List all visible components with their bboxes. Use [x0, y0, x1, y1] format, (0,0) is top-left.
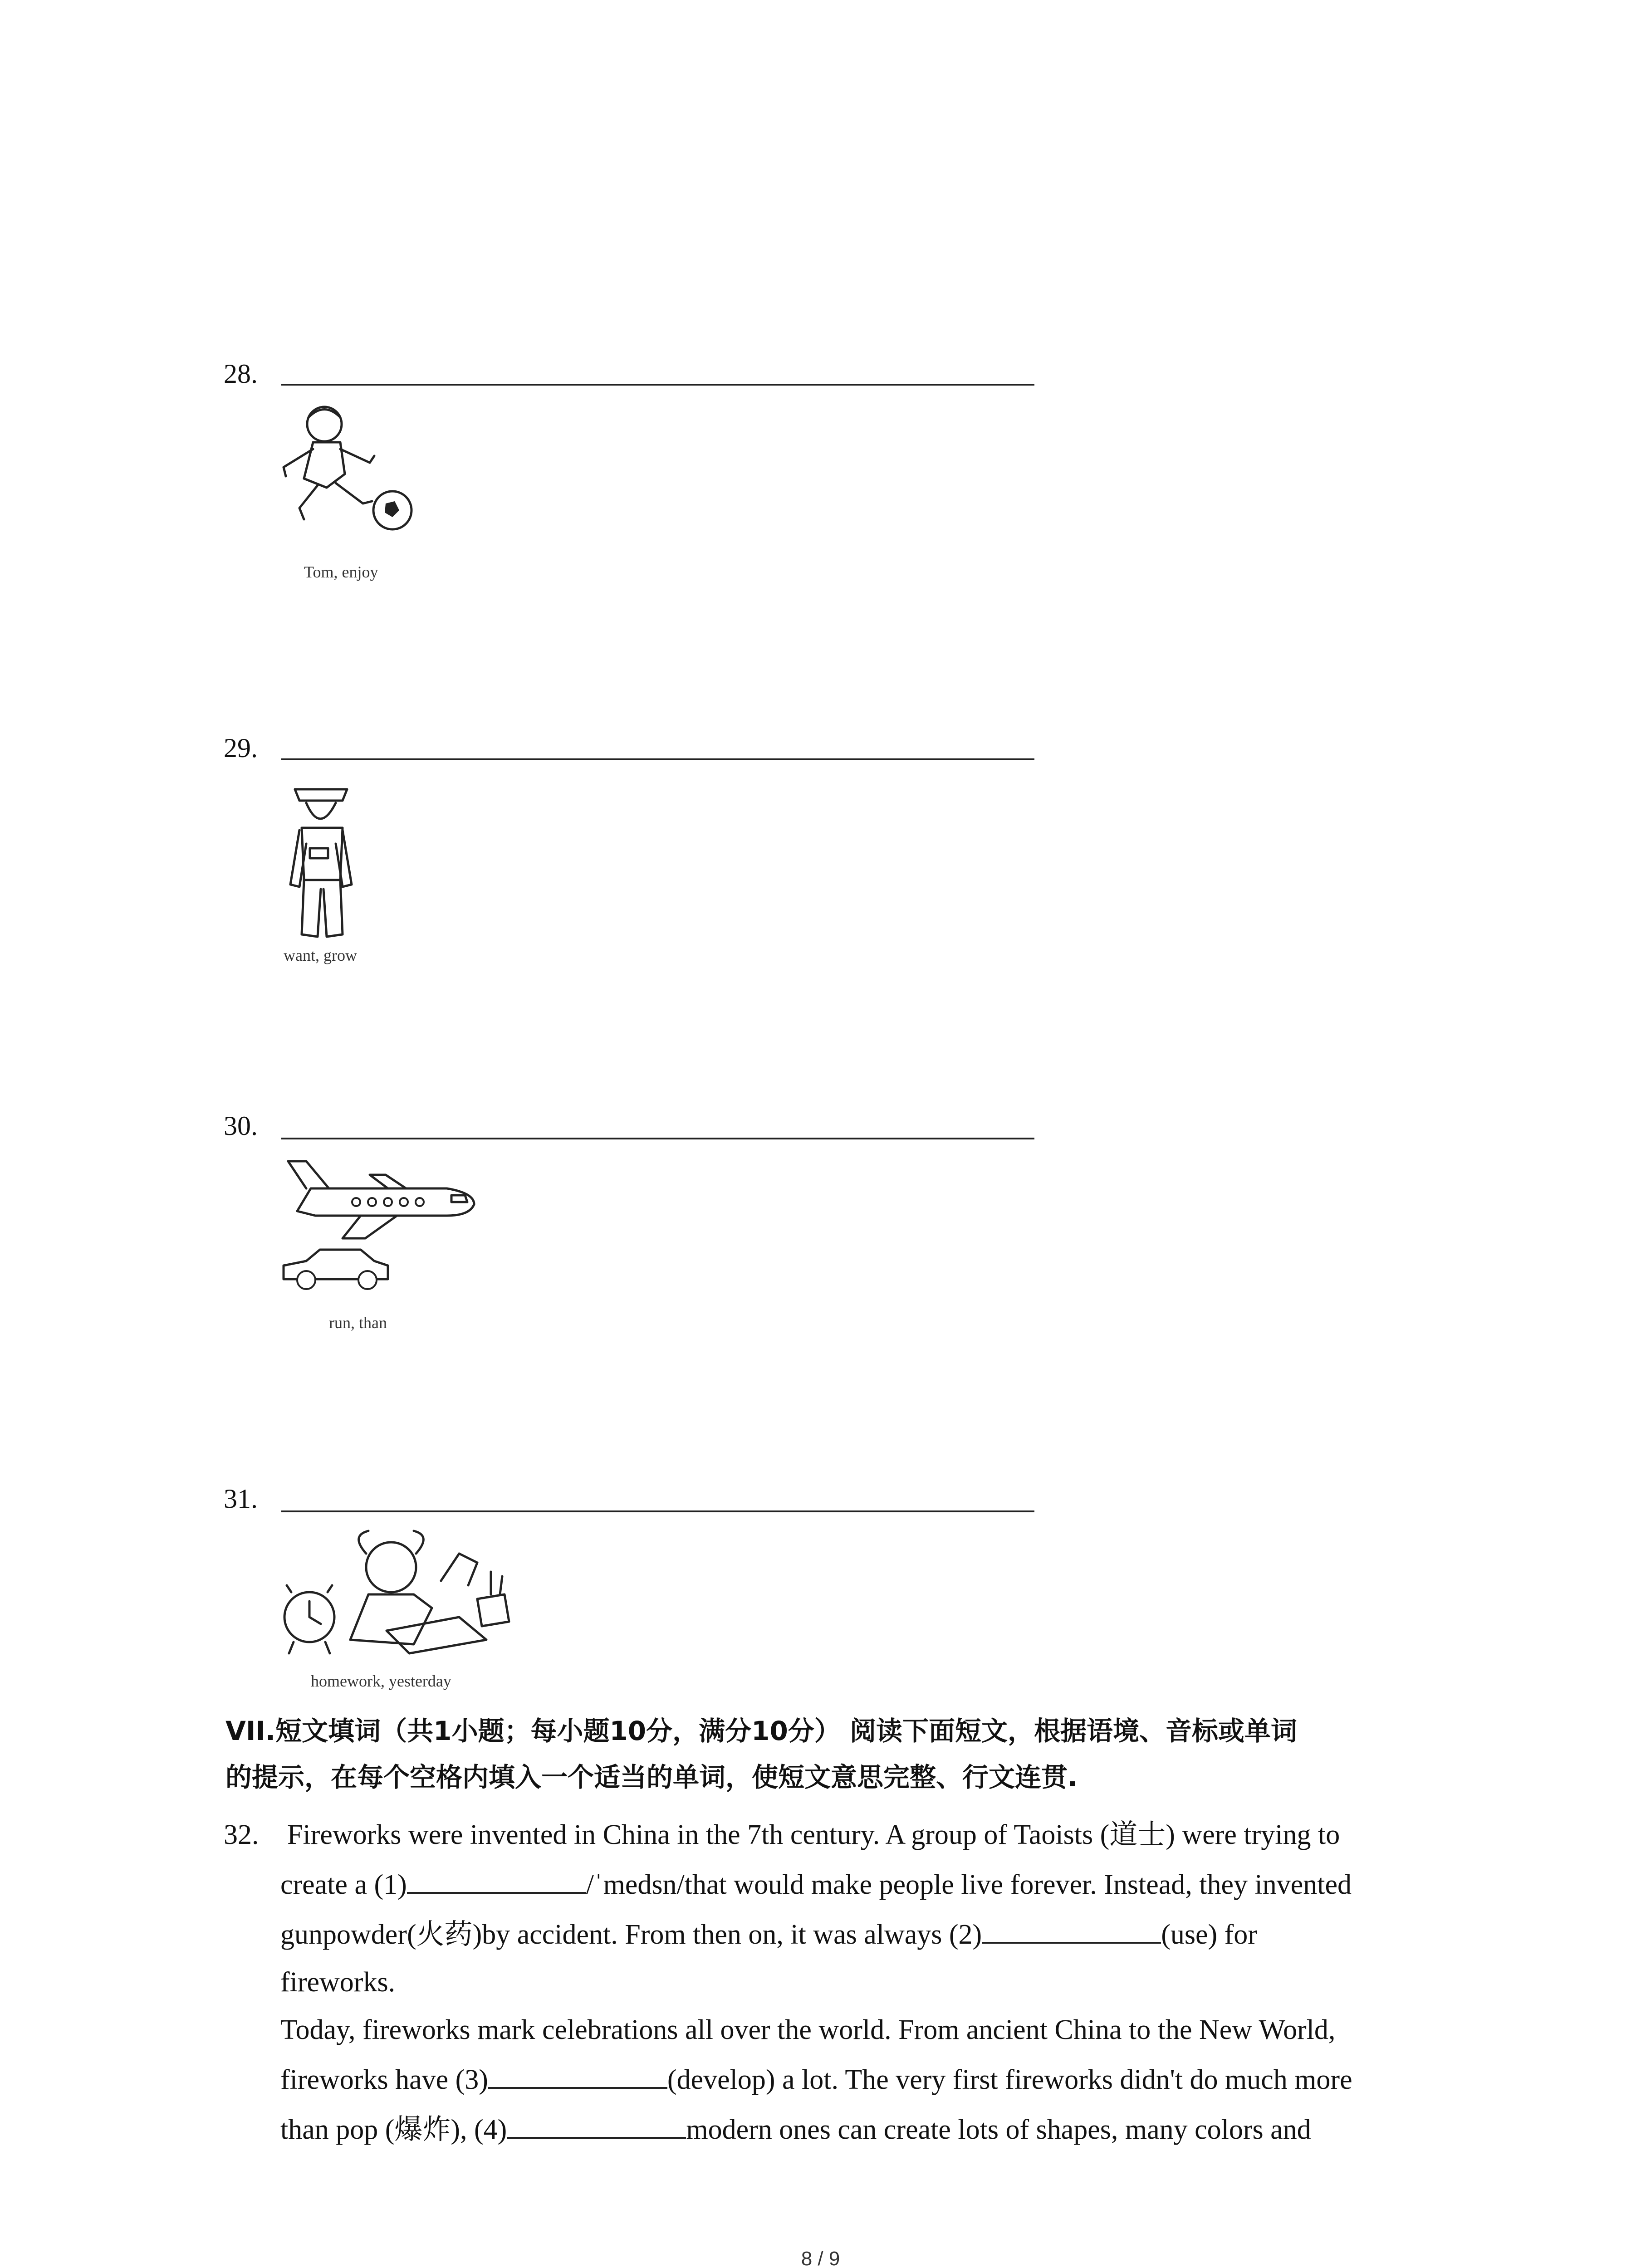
- blank-1[interactable]: [407, 1865, 586, 1894]
- answer-line[interactable]: [281, 1138, 1034, 1139]
- passage-line: [280, 1910, 1257, 1960]
- blank-3[interactable]: [488, 2060, 667, 2089]
- answer-line[interactable]: [281, 1510, 1034, 1512]
- passage-line: Today, fireworks mark celebrations all over the world. From ancient China to the New World,: [280, 2014, 1336, 2045]
- passage-text: (use) for: [1161, 1919, 1257, 1950]
- passage-text: fireworks have (3): [280, 2064, 488, 2095]
- section-heading-line1: VII.短文填词（共1小题；每小题10分，满分10分） 阅读下面短文，根据语境、音标或单词: [225, 1716, 1298, 1746]
- question-number: 31.: [224, 1484, 258, 1514]
- section-heading: [225, 1708, 1487, 1800]
- passage-line: [280, 1860, 1352, 1910]
- policeman-picture: [279, 776, 365, 943]
- boy-kicking-football-picture: [272, 399, 417, 549]
- passage-line: fireworks.: [280, 1967, 396, 1998]
- passage-text: create a (1): [280, 1869, 407, 1900]
- answer-line[interactable]: [281, 384, 1034, 386]
- passage-text: (develop) a lot. The very first fireworks didn't do much more: [667, 2064, 1352, 2095]
- passage-text: than pop (爆炸), (4): [280, 2114, 507, 2145]
- airplane-and-car-picture: [279, 1157, 488, 1293]
- passage-text: modern ones can create lots of shapes, many colors and: [686, 2114, 1311, 2145]
- blank-4[interactable]: [507, 2110, 686, 2139]
- passage-text: gunpowder(火药)by accident. From then on, it was always (2): [280, 1919, 982, 1950]
- passage-line: Fireworks were invented in China in the 7th century. A group of Taoists (道士) were trying to: [287, 1819, 1340, 1850]
- hint-text: Tom, enjoy: [304, 563, 378, 581]
- girl-doing-homework-picture: [278, 1526, 532, 1672]
- page-number: 8 / 9: [801, 2248, 840, 2268]
- passage-line: [280, 2105, 1311, 2155]
- passage-line: [280, 2055, 1352, 2105]
- question-number: 29.: [224, 733, 258, 763]
- hint-text: want, grow: [284, 946, 357, 964]
- blank-2[interactable]: [982, 1915, 1161, 1944]
- hint-text: run, than: [329, 1314, 387, 1332]
- section-heading-line2: 的提示，在每个空格内填入一个适当的单词，使短文意思完整、行文连贯.: [225, 1762, 1078, 1793]
- passage-text: /ˈmedsn/that would make people live forever. Instead, they invented: [586, 1869, 1352, 1900]
- question-number: 32.: [224, 1819, 259, 1850]
- hint-text: homework, yesterday: [311, 1672, 451, 1690]
- question-number: 28.: [224, 359, 258, 389]
- answer-line[interactable]: [281, 758, 1034, 760]
- question-number: 30.: [224, 1111, 258, 1141]
